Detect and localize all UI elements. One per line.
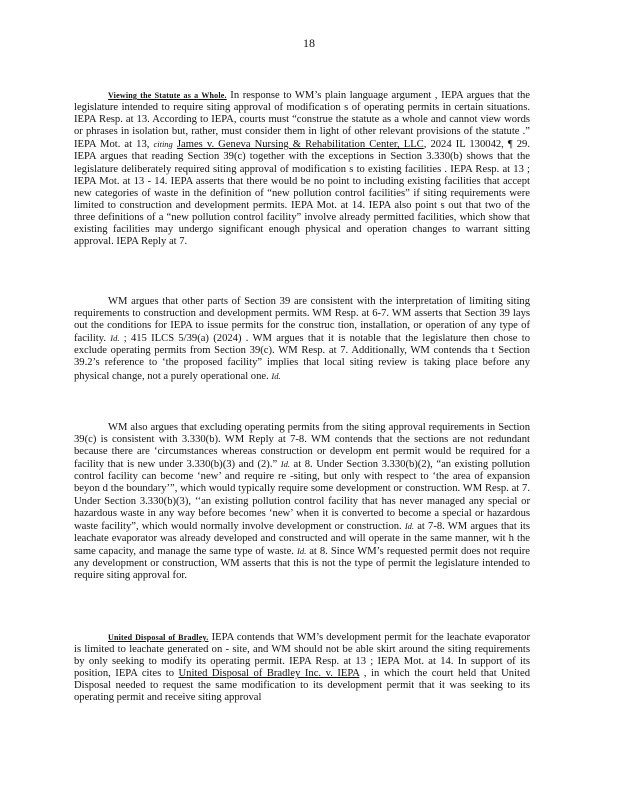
paragraph-text: WM also argues that excluding operating permits from the siting approval requirements in Section 39(c) is consistent with 3.330(b). WM Reply at 7-8. WM contends that the sections are not redundant because there are ‘circumstances whereas construction or developm ent permit would be required for a facility that is new under 3.330(b)(3) and (2).” — [74, 422, 530, 471]
paragraph-text: at 8. Since WM’s requested permit does not require any development or construction, WM asserts that this is not the type of permit the legislature intended to require siting approval for. — [74, 545, 530, 582]
paragraph-text: In response to WM’s plain language argument , IEPA argues that the legislature intended to require siting approval of modification s of operating permits in certain situations. IEPA Resp. at 13. According to IEPA, courts must “construe the statute as a whole and cannot view words or phrases in isolation but, rather, must consider them in light of other relevant provisions of the statute .” IEPA Mot. at 13, — [74, 90, 531, 151]
paragraph-text: WM argues that other parts of Section 39 are consistent with the interpretation of limiting siting requirements to construction and development permits. WM Resp. at 6-7. WM asserts that Section 39 lays out the conditions for IEPA to issue permits for the construc tion, installation, or operation of any type of facility. — [74, 296, 530, 345]
citation-signal: citing — [153, 139, 173, 150]
citation-signal: Id. — [404, 520, 415, 531]
citation-signal: Id. — [296, 545, 307, 556]
paragraph-text: , 2024 IL 130042, ¶ 29. IEPA argues that reading Section 39(c) together with the exceptions in Section 3.330(b) shows that the legislature deliberately required siting approval of modification s to existing facilities . IEPA Resp. at 13 ; IEPA Mot. at 13 - 14. IEPA asserts that there would be no point to including existing facilities that accept new categories of waste in the definition of “new pollution control facilities” if siting requirements were limited to construction and development permits. IEPA Mot. at 14. IEPA also point s out that two of the three definitions of a “new pollution control facility” involve already permitted facilities, which show that existing facilities may undergo significant enough physical and operation changes to warrant sitting approval. IEPA Reply at 7. — [74, 139, 530, 248]
section-heading: Viewing the Statute as a Whole. — [108, 91, 227, 100]
page-number: 18 — [303, 36, 315, 50]
paragraph-text: ; 415 ILCS 5/39(a) (2024) . WM argues that it is notable that the legislature then chose to exclude operating permits from Section 39(c). WM Resp. at 7. Additionally, WM contends tha t Section 39.2’s reference to ‘the proposed facility” implies that local siting review is taking place before any physical change, not a purely operational one. — [74, 333, 530, 382]
case-citation: James v. Geneva Nursing & Rehabilitation Center, LLC — [176, 139, 424, 151]
paragraph-text: at 7-8. WM argues that its leachate evaporator was already developed and constructed and will operate in the same manner, wit h the same capacity, and manage the same type of waste. — [74, 520, 530, 557]
paragraph-text: at 8. Under Section 3.330(b)(2), “an existing pollution control facility can become ‘new’ and require re -siting, but only with respect to ‘the area of expansion beyon d the boundary’”, which would typically require some development or construction. WM Resp. at 7. Under Section 3.330(b)(3), ‘‘an existing pollution control facility that has never managed any special or hazardous waste in any way before becomes ‘new’ when it is converted to become a special or hazardous waste facility”, which would normally involve development or construction. — [74, 459, 530, 532]
paragraph-text: , in which the court held that United Disposal needed to request the same modification to its development permit that it was seeking to its operating permit and receive siting approval — [74, 668, 530, 704]
paragraph-wm-section-39 — [74, 296, 530, 383]
paragraph-text: IEPA contends that WM’s development permit for the leachate evaporator is limited to leachate generated on - site, and WM should not be able skirt around the siting requirements by only seeking to modify its operating permit. IEPA Resp. at 13 ; IEPA Mot. at 14. In support of its position, IEPA cites to — [74, 632, 530, 680]
paragraph-wm-excluding-permits — [74, 422, 530, 582]
citation-signal: Id. — [271, 370, 281, 381]
paragraph-united-disposal — [74, 632, 530, 705]
section-heading: United Disposal of Bradley. — [108, 633, 209, 642]
paragraph-statute-whole — [74, 90, 530, 248]
citation-signal: Id. — [110, 333, 120, 344]
citation-signal: Id. — [280, 459, 290, 470]
case-citation: United Disposal of Bradley Inc. v. IEPA — [178, 668, 360, 680]
